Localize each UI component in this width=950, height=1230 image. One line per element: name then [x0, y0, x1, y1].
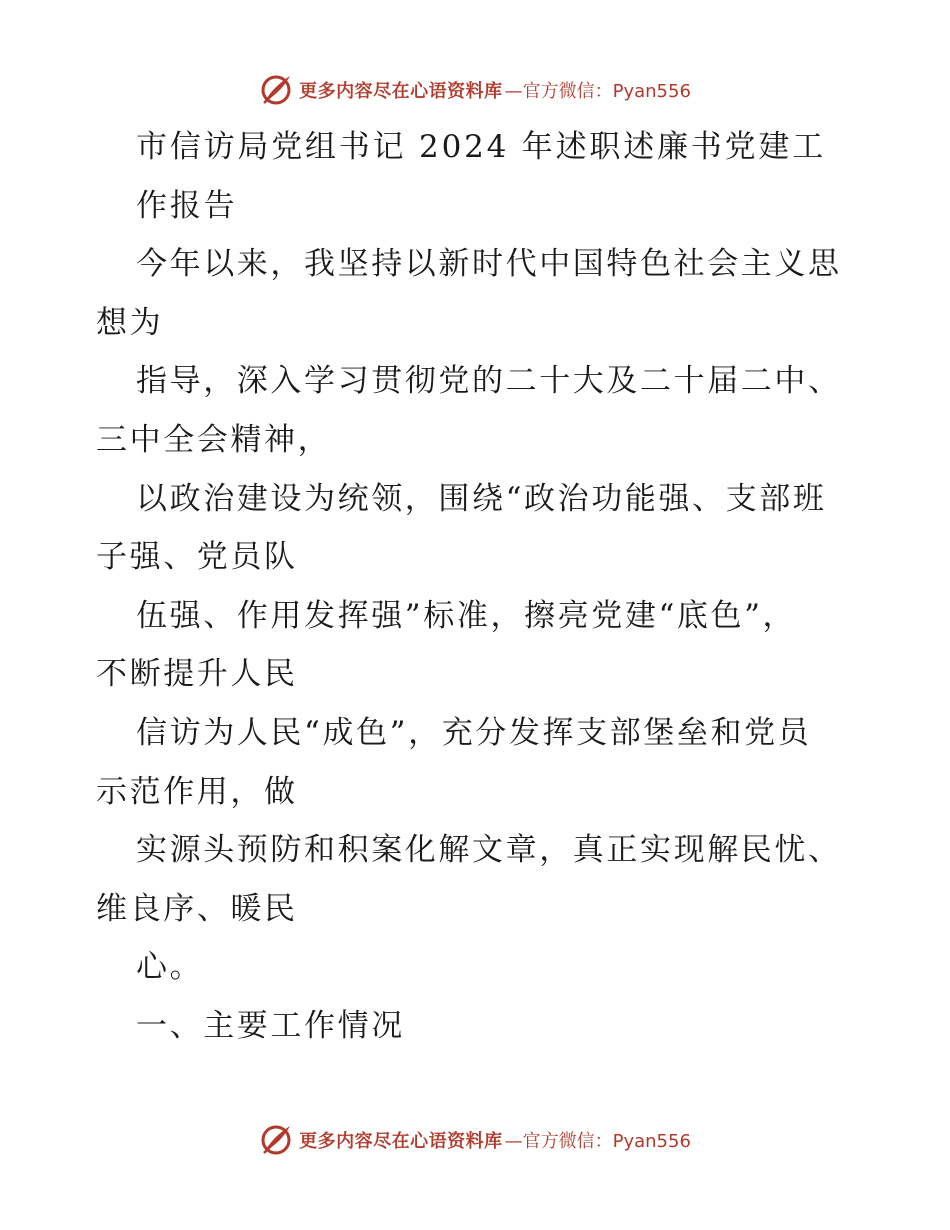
paragraph-line: 今年以来，我坚持以新时代中国特色社会主义思 [136, 246, 842, 283]
watermark-site-text: 更多内容尽在心语资料库 [299, 1131, 503, 1152]
watermark-contact-text: —官方微信：Pyan556 [504, 81, 691, 102]
feather-pen-logo-icon [259, 73, 293, 107]
footer-watermark [0, 1120, 950, 1160]
section-heading: 一、主要工作情况 [136, 1007, 405, 1044]
paragraph-line: 实源头预防和积案化解文章，真正实现解民忧、 [136, 832, 842, 869]
paragraph-line: 子强、党员队 [96, 539, 298, 576]
watermark-site-text: 更多内容尽在心语资料库 [299, 81, 503, 102]
document-title-line-1: 市信访局党组书记 2024 年述职述廉书党建工 [136, 129, 826, 165]
paragraph-line: 维良序、暖民 [96, 890, 298, 927]
feather-pen-logo-icon [259, 1123, 293, 1157]
header-watermark [0, 70, 950, 110]
paragraph-line: 伍强、作用发挥强”标准，擦亮党建“底色”， [136, 597, 797, 634]
paragraph-line: 示范作用，做 [96, 773, 298, 810]
paragraph-line: 不断提升人民 [96, 656, 298, 693]
paragraph-line: 心。 [136, 949, 204, 986]
document-title-line-2: 作报告 [136, 187, 238, 224]
paragraph-line: 三中全会精神， [96, 421, 332, 458]
paragraph-line: 信访为人民“成色”，充分发挥支部堡垒和党员 [136, 714, 812, 751]
document-body [96, 118, 856, 1056]
watermark-contact-text: —官方微信：Pyan556 [504, 1131, 691, 1152]
paragraph-line: 指导，深入学习贯彻党的二十大及二十届二中、 [136, 363, 842, 400]
paragraph-line: 以政治建设为统领，围绕“政治功能强、支部班 [136, 480, 827, 517]
paragraph-line: 想为 [96, 304, 164, 341]
